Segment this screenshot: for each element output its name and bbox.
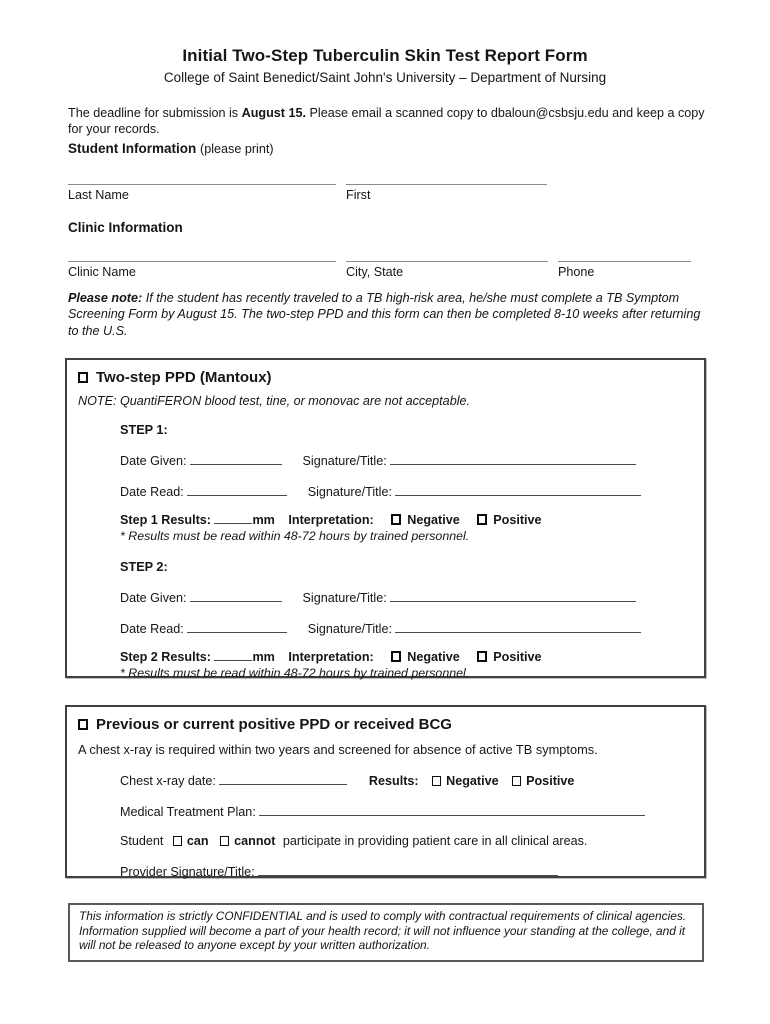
step2-date-given-blank[interactable] xyxy=(190,589,282,602)
can-checkbox[interactable] xyxy=(173,836,182,846)
step2-results-unit: mm xyxy=(252,650,275,664)
deadline-text-before: The deadline for submission is xyxy=(68,106,242,120)
city-state-field xyxy=(346,247,548,279)
cannot-label: cannot xyxy=(234,834,276,848)
page-subtitle: College of Saint Benedict/Saint John's University – Department of Nursing xyxy=(163,70,607,85)
xray-negative-checkbox[interactable] xyxy=(432,776,441,786)
step2-footnote: * Results must be read within 48-72 hours by trained personnel. xyxy=(120,666,470,680)
deadline-date: August 15. xyxy=(241,106,306,120)
page-title: Initial Two-Step Tuberculin Skin Test Report Form xyxy=(182,46,588,65)
phone-blank[interactable] xyxy=(558,247,691,262)
xray-negative-label: Negative xyxy=(446,774,499,788)
step1-sig1-label: Signature/Title: xyxy=(302,454,387,468)
cannot-checkbox[interactable] xyxy=(220,836,229,846)
student-info-heading xyxy=(68,141,274,156)
step1-results-unit: mm xyxy=(252,513,275,527)
last-name-blank[interactable] xyxy=(68,170,336,185)
step2-results-row xyxy=(120,648,693,664)
provider-signature-label: Provider Signature/Title: xyxy=(120,865,255,879)
phone-field xyxy=(558,247,691,279)
step1-date-given-label: Date Given: xyxy=(120,454,187,468)
step2-negative-label: Negative xyxy=(407,650,460,664)
step1-date-read-label: Date Read: xyxy=(120,485,184,499)
student-info-heading-note: (please print) xyxy=(200,142,274,156)
step1-sig2-label: Signature/Title: xyxy=(307,485,392,499)
step1-block xyxy=(120,423,693,680)
step1-positive-label: Positive xyxy=(493,513,542,527)
bcg-description: A chest x-ray is required within two years and screened for absence of active TB symptoms. xyxy=(78,742,598,757)
last-name-label: Last Name xyxy=(68,188,129,202)
step1-sig2-blank[interactable] xyxy=(395,483,641,496)
first-name-label: First xyxy=(346,188,371,202)
step2-date-read-row xyxy=(120,620,693,636)
first-name-field xyxy=(346,170,547,202)
ppd-section-title: Two-step PPD (Mantoux) xyxy=(96,369,272,386)
step1-date-read-row xyxy=(120,483,693,499)
student-info-heading-text: Student Information xyxy=(68,141,197,156)
clinic-name-label: Clinic Name xyxy=(68,265,136,279)
clinic-fields-row xyxy=(68,247,691,279)
step2-date-given-label: Date Given: xyxy=(120,591,187,605)
step1-results-row xyxy=(120,511,693,527)
step2-positive-label: Positive xyxy=(493,650,542,664)
step2-sig1-blank[interactable] xyxy=(390,589,636,602)
clinic-name-field xyxy=(68,247,336,279)
step2-positive-checkbox[interactable] xyxy=(477,651,487,662)
city-state-label: City, State xyxy=(346,265,404,279)
form-header xyxy=(0,46,770,85)
clinic-info-heading xyxy=(68,220,183,235)
deadline-paragraph xyxy=(68,106,710,137)
step1-sig1-blank[interactable] xyxy=(390,452,636,465)
step1-date-given-row xyxy=(120,452,693,468)
step2-sig1-label: Signature/Title: xyxy=(302,591,387,605)
step1-footnote: * Results must be read within 48-72 hours by trained personnel. xyxy=(120,529,470,543)
travel-note-lead: Please note: xyxy=(68,291,143,305)
ppd-section-box xyxy=(65,358,706,678)
step1-negative-label: Negative xyxy=(407,513,460,527)
step2-negative-checkbox[interactable] xyxy=(391,651,401,662)
ppd-section-checkbox[interactable] xyxy=(78,372,88,383)
step1-date-given-blank[interactable] xyxy=(190,452,282,465)
bcg-section-checkbox[interactable] xyxy=(78,719,88,730)
can-label: can xyxy=(186,834,209,848)
phone-label: Phone xyxy=(558,265,595,279)
step1-negative-checkbox[interactable] xyxy=(391,514,401,525)
step1-positive-checkbox[interactable] xyxy=(477,514,487,525)
clinic-info-heading-text: Clinic Information xyxy=(68,220,183,235)
step1-interpretation-label: Interpretation: xyxy=(288,513,374,527)
travel-note-text: If the student has recently traveled to a TB high-risk area, he/she must complete a TB Symptom Screening Form by August 15. The two-step PPD and this form can then be completed 8-10 weeks after returning to the U.S. xyxy=(68,291,701,338)
step2-interpretation-label: Interpretation: xyxy=(288,650,374,664)
xray-results-label: Results: xyxy=(368,774,419,788)
student-fields-row xyxy=(68,170,547,202)
step2-results-label: Step 2 Results: xyxy=(120,650,211,664)
ppd-note: NOTE: QuantiFERON blood test, tine, or monovac are not acceptable. xyxy=(78,394,470,408)
step2-date-read-label: Date Read: xyxy=(120,622,184,636)
travel-note xyxy=(68,290,710,339)
step2-date-given-row xyxy=(120,589,693,605)
confidential-text: This information is strictly CONFIDENTIAL and is used to comply with contractual requirements of clinical agencies. Information supplied will become a part of your health record; it will not influence your standing at the college, and it will not be released to anyone except by your written authorization. xyxy=(79,909,687,953)
bcg-section-title: Previous or current positive PPD or received BCG xyxy=(96,716,452,733)
step1-results-blank[interactable] xyxy=(214,511,252,524)
provider-signature-row xyxy=(120,863,693,879)
clinic-name-blank[interactable] xyxy=(68,247,336,262)
xray-positive-checkbox[interactable] xyxy=(512,776,521,786)
step2-heading: STEP 2: xyxy=(120,560,168,574)
xray-positive-label: Positive xyxy=(526,774,575,788)
provider-signature-blank[interactable] xyxy=(258,863,558,876)
treatment-plan-blank[interactable] xyxy=(259,803,645,816)
treatment-plan-row xyxy=(120,803,693,819)
last-name-field xyxy=(68,170,336,202)
step1-results-label: Step 1 Results: xyxy=(120,513,211,527)
chest-xray-label: Chest x-ray date: xyxy=(120,774,216,788)
step2-sig2-blank[interactable] xyxy=(395,620,641,633)
confidential-notice-box xyxy=(68,903,704,962)
bcg-fields-block xyxy=(120,772,693,879)
step1-heading: STEP 1: xyxy=(120,423,168,437)
first-name-blank[interactable] xyxy=(346,170,547,185)
treatment-plan-label: Medical Treatment Plan: xyxy=(120,805,256,819)
ppd-section-title-row xyxy=(78,369,693,386)
step1-date-read-blank[interactable] xyxy=(187,483,287,496)
student-participation-row xyxy=(120,834,693,848)
student-label: Student xyxy=(120,834,164,848)
bcg-section-box xyxy=(65,705,706,878)
chest-xray-row xyxy=(120,772,693,788)
step2-sig2-label: Signature/Title: xyxy=(307,622,392,636)
bcg-section-title-row xyxy=(78,716,693,733)
deadline-text-after: Please email a scanned copy to dbaloun@csbsju.edu and keep a copy for your records. xyxy=(68,106,705,136)
step2-results-blank[interactable] xyxy=(214,648,252,661)
participate-text: participate in providing patient care in all clinical areas. xyxy=(282,834,588,848)
step2-date-read-blank[interactable] xyxy=(187,620,287,633)
chest-xray-blank[interactable] xyxy=(219,772,347,785)
city-state-blank[interactable] xyxy=(346,247,548,262)
